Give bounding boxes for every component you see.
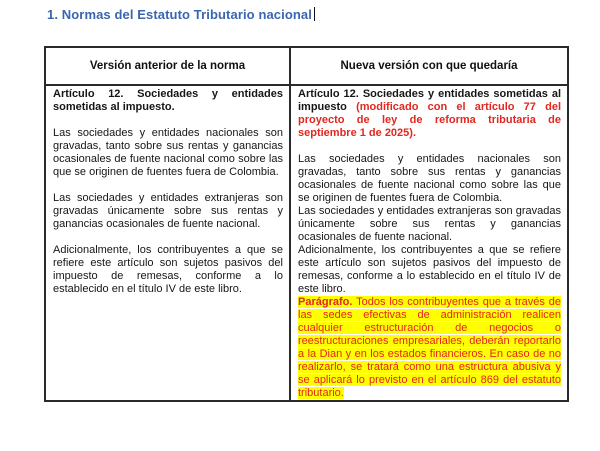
new-paragraph-2: Las sociedades y entidades extranjeras son gravadas únicamente sobre sus rentas y ganancias ocasionales de fuente nacional.: [298, 205, 561, 243]
new-paragraph-1: Las sociedades y entidades nacionales son gravadas, tanto sobre sus rentas y ganancias ocasionales de fuente nacional como sobre las que se originen de fuentes fuera de Colombia.: [298, 153, 561, 204]
paragrafo-text: Todos los contribuyentes que a través de las sedes efectivas de administración realicen cualquier estructuración de negocios o reestructuraciones empresariales, deberán reportarlo a la Dian y en los estados financieros. En caso de no realizarlo, se tratará como una estructura abusiva y se aplicará lo previsto en el artículo 869 del estatuto tributario.: [298, 296, 561, 399]
table-header-row: [46, 48, 567, 86]
text-cursor: [314, 7, 316, 21]
old-paragraph-3: Adicionalmente, los contribuyentes a que se refiere este artículo son sujetos pasivos del impuesto de remesas, conforme a lo establecido en el título IV de este libro.: [53, 244, 283, 295]
column-header-old-version: Versión anterior de la norma: [46, 48, 291, 84]
paragraph-spacer: [298, 140, 561, 153]
paragrafo-label: Parágrafo.: [298, 296, 353, 308]
old-article-title: Artículo 12. Sociedades y entidades sometidas al impuesto.: [53, 88, 283, 113]
modification-note: (modificado con el artículo 77 del proyecto de ley de reforma tributaria de septiembre 1 de 2025).: [298, 101, 561, 139]
paragraph-spacer: [53, 179, 283, 192]
old-paragraph-1: Las sociedades y entidades nacionales son gravadas, tanto sobre sus rentas y ganancias ocasionales de fuente nacional como sobre las que se originen de fuentes fuera de Colombia.: [53, 127, 283, 178]
comparison-table: [44, 46, 569, 402]
page-title[interactable]: [47, 7, 315, 22]
new-article-title-text: Artículo 12. Sociedades y entidades sometidas al impuesto: [298, 88, 561, 113]
old-paragraph-2: Las sociedades y entidades extranjeras son gravadas únicamente sobre sus rentas y ganancias ocasionales de fuente nacional.: [53, 192, 283, 230]
paragrafo-highlight: [298, 296, 561, 400]
table-body-row: [46, 86, 567, 400]
paragraph-spacer: [53, 231, 283, 244]
old-version-cell[interactable]: [46, 86, 291, 400]
new-article-title: [298, 88, 561, 140]
paragraph-spacer: [53, 114, 283, 127]
column-header-new-version: Nueva versión con que quedaría: [340, 60, 518, 72]
new-paragraph-3: Adicionalmente, los contribuyentes a que se refiere este artículo son sujetos pasivos del impuesto de remesas, conforme a lo establecido en el título IV de este libro.: [298, 244, 561, 295]
page-title-text: 1. Normas del Estatuto Tributario nacional: [47, 7, 312, 22]
new-version-cell[interactable]: [291, 86, 567, 400]
